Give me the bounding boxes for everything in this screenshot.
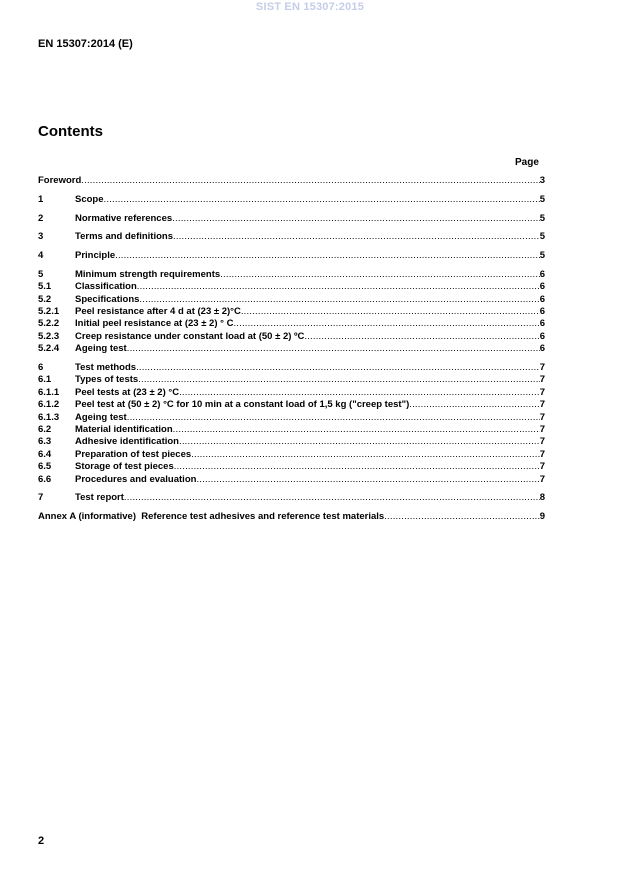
toc-title: Terms and definitions [75,231,174,243]
toc-title: Test report [75,492,124,504]
toc-entry-5[interactable] [38,269,545,281]
toc-title: Ageing test [75,343,127,355]
toc-number: 6.6 [38,473,52,485]
toc-page: 3 [539,175,545,186]
leader-dots [115,250,540,262]
toc-title: Adhesive identification [75,436,179,448]
toc-number: 6.1 [38,374,52,386]
leader-dots [196,474,539,486]
contents-title: Contents [38,123,103,140]
toc-page: 7 [539,399,545,411]
toc-page: 7 [539,436,545,448]
toc-page: 5 [539,193,545,205]
leader-dots [241,306,540,318]
toc-page: 6 [539,343,545,355]
toc-page: 5 [539,231,545,243]
toc-entry-3[interactable] [38,231,545,243]
toc-entry-6-4[interactable] [38,449,545,461]
document-id: EN 15307:2014 (E) [38,38,133,50]
toc-entry-5-2-4[interactable] [38,343,545,355]
toc-page: 7 [539,473,545,485]
toc-number: 6.1.2 [38,399,60,411]
toc-entry-7[interactable] [38,492,545,504]
toc-title: Test methods [75,362,137,374]
toc-page: 7 [539,362,545,374]
toc-entry-5-2-2[interactable] [38,318,545,330]
toc-entry-6-1-2[interactable] [38,399,545,411]
toc-number: 7 [38,492,44,504]
page-column-heading: Page [515,157,539,168]
toc-number: 2 [38,212,44,224]
toc-entry-5-2[interactable] [38,294,545,306]
toc-title: Peel resistance after 4 d at (23 ± 2)°C [75,306,241,318]
toc-number: 5.2.1 [38,306,60,318]
toc-entry-6-2[interactable] [38,424,545,436]
leader-dots [174,461,540,473]
toc-page: 7 [539,423,545,435]
toc-number: 5.2.3 [38,330,60,342]
page-number: 2 [38,835,45,847]
toc-number: 6.1.1 [38,386,60,398]
toc-title: Types of tests [75,374,139,386]
toc-title: Foreword [38,175,82,186]
toc-entry-6-1-3[interactable] [38,412,545,424]
leader-dots [139,294,539,306]
toc-number: 6.3 [38,436,52,448]
toc-page: 7 [539,461,545,473]
leader-dots [220,269,540,281]
toc-page: 6 [539,293,545,305]
toc-title: Specifications [75,293,140,305]
leader-dots [191,449,540,461]
toc-title: Ageing test [75,411,127,423]
watermark: SIST EN 15307:2015 [255,1,365,13]
toc-title: Minimum strength requirements [75,268,221,280]
toc-entry-6-3[interactable] [38,436,545,448]
toc-page: 7 [539,386,545,398]
toc-number: 6 [38,362,44,374]
leader-dots [81,175,539,187]
toc-title: Classification [75,281,137,293]
leader-dots [384,511,540,523]
toc-title: Procedures and evaluation [75,473,197,485]
toc-page: 5 [539,250,545,262]
toc-number: 4 [38,250,44,262]
toc-number: 5.1 [38,281,52,293]
toc-entry-4[interactable] [38,250,545,262]
toc-entry-6-5[interactable] [38,461,545,473]
toc-title: Material identification [75,423,173,435]
toc-page: 8 [539,492,545,504]
toc-entry-6-1-1[interactable] [38,387,545,399]
toc-page: 6 [539,330,545,342]
toc-number: 5.2 [38,293,52,305]
leader-dots [124,492,540,504]
toc-title: Scope [75,193,104,205]
leader-dots [138,374,540,386]
leader-dots [233,318,539,330]
toc-page: 6 [539,306,545,318]
toc-page: 9 [539,511,545,523]
toc-entry-5-1[interactable] [38,281,545,293]
toc-entry-6-1[interactable] [38,374,545,386]
toc-title: Principle [75,250,116,262]
toc-entry-5-2-3[interactable] [38,331,545,343]
toc-title: Peel tests at (23 ± 2) °C [75,386,180,398]
toc-page: 7 [539,448,545,460]
toc-entry-foreword[interactable] [38,175,545,187]
toc-number: 6.1.3 [38,411,60,423]
toc-number: 5.2.4 [38,343,60,355]
leader-dots [136,362,540,374]
toc-number: 1 [38,193,44,205]
toc-page: 7 [539,411,545,423]
leader-dots [179,436,540,448]
leader-dots [127,343,540,355]
toc-number: 6.5 [38,461,52,473]
toc-entry-1[interactable] [38,194,545,206]
toc-page: 6 [539,268,545,280]
table-of-contents [38,175,545,524]
leader-dots [137,281,540,293]
toc-entry-2[interactable] [38,213,545,225]
toc-title: Peel test at (50 ± 2) °C for 10 min at a constant load of 1,5 kg ("creep test") [75,399,410,411]
toc-number: 5 [38,268,44,280]
toc-page: 6 [539,281,545,293]
toc-title: Preparation of test pieces [75,448,192,460]
leader-dots [409,399,539,411]
toc-page: 7 [539,374,545,386]
toc-number: 6.4 [38,448,52,460]
toc-entry-5-2-1[interactable] [38,306,545,318]
toc-title: Normative references [75,212,173,224]
toc-page: 5 [539,212,545,224]
toc-title: Creep resistance under constant load at (50 ± 2) ºC [75,330,305,342]
leader-dots [304,331,539,343]
toc-page: 6 [539,318,545,330]
toc-number: 5.2.2 [38,318,60,330]
leader-dots [127,412,540,424]
toc-number: 3 [38,231,44,243]
leader-dots [179,387,540,399]
toc-entry-annex-a[interactable] [38,511,545,523]
toc-title: Initial peel resistance at (23 ± 2) ° C [75,318,234,330]
toc-title: Annex A (informative) Reference test adhesives and reference test materials [38,511,385,523]
toc-number: 6.2 [38,423,52,435]
leader-dots [172,213,540,225]
leader-dots [173,231,540,243]
toc-entry-6[interactable] [38,362,545,374]
toc-title: Storage of test pieces [75,461,174,473]
leader-dots [173,424,540,436]
toc-entry-6-6[interactable] [38,474,545,486]
leader-dots [104,194,540,206]
